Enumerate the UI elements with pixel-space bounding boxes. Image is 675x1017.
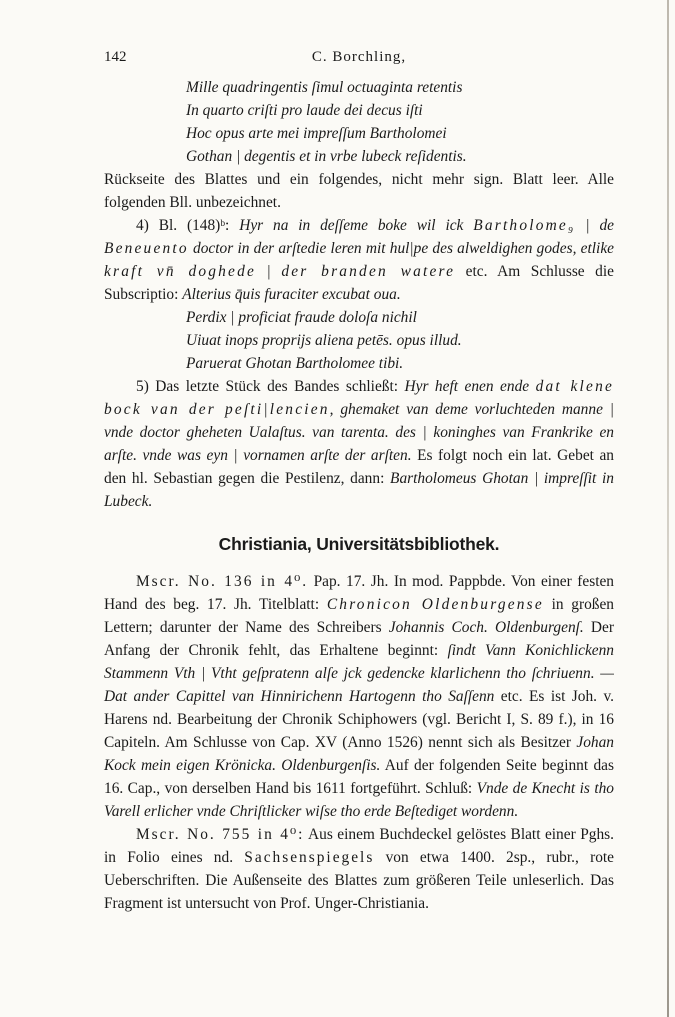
section-title: Christiania, Universitätsbibliothek. (218, 534, 500, 554)
italic-run: | (256, 263, 282, 280)
text-run: 4) Bl. (148)ᵇ: (136, 217, 240, 234)
italic-run: Vnde de Knecht is tho Varell erlicher vnde Chriſtlicker wiſse tho erde Beſtediget wordenn. (104, 780, 614, 820)
verse-line: Paruerat Ghotan Bartholomee tibi. (186, 355, 404, 372)
verse-line: Uiuat inops proprijs aliena petēs. opus illud. (186, 332, 462, 349)
verse-line: Gothan | degentis et in vrbe lubeck reſidentis. (186, 148, 467, 165)
italic-run: ſindt Vann Konichlickenn Stammenn Vth | Vtht geſpratenn alſe jck gedencke klarlichenn tho ſchriuenn. — Dat ander Capittel van Hinnirichenn Hartogenn tho Saſſenn (104, 642, 614, 705)
paragraph-4 (104, 570, 614, 823)
paragraph-1: Rückseite des Blattes und ein folgendes, nicht mehr sign. Blatt leer. Alle folgenden Bll. unbezeichnet. (104, 171, 614, 211)
paragraph-2 (104, 214, 614, 306)
verse-line: Mille quadringentis ſimul octuaginta retentis (186, 79, 463, 96)
spaced-run: Mscr. No. 136 in 4⁰. (136, 573, 309, 590)
italic-run: Alterius q̄uis furaciter excubat oua. (182, 286, 401, 303)
spaced-run: der branden watere (281, 263, 456, 280)
italic-run: Hyr heft enen ende (404, 378, 536, 395)
text-run: Auf der folgenden Seite beginnt das 16. Cap., von derselben Hand bis 1611 fortgeführt. Schluß: (104, 757, 614, 797)
verse-block-2 (186, 306, 614, 375)
verse-line: In quarto criſti pro laude dei decus iſti (186, 102, 423, 119)
spaced-run: Sachsenspiegels (244, 849, 375, 866)
spaced-run: kraft vn̄ doghede (104, 263, 257, 280)
italic-run: doctor in der arſtedie leren mit hul|pe des alweldighen godes, etlike (188, 240, 614, 257)
page-number: 142 (104, 49, 127, 65)
spaced-run: Mscr. No. 755 in 4⁰: (136, 826, 305, 843)
italic-run: Bartholomeus Ghotan | impreſſit in Lubeck. (104, 470, 614, 510)
text-run: etc. Es ist Joh. v. Harens nd. Bearbeitung der Chronik Schiphowers (vgl. Bericht I, S. 89 f.), in 16 Capiteln. Am Schlusse von Cap. XV (Anno 1526) nennt sich als Besitzer (104, 688, 614, 751)
spaced-run: Beneuento (104, 240, 189, 257)
text-run: 5) Das letzte Stück des Bandes schließt: (136, 378, 405, 395)
verse-line: Hoc opus arte mei impreſſum Bartholomei (186, 125, 447, 142)
italic-run: Johannis Coch. Oldenburgenſ. (388, 619, 584, 636)
spaced-run: Chronicon Oldenburgense (326, 596, 544, 613)
italic-run: Johan Kock mein eigen Krönicka. Oldenburgenſis. (104, 734, 614, 774)
spaced-run: dat klene bock van der peſti|lencien (104, 378, 614, 418)
paragraph-3 (104, 375, 614, 513)
italic-run: Hyr na in deſſeme boke wil ick (239, 217, 474, 234)
text-run: Aus einem Buchdeckel gelöstes Blatt einer Pghs. in Folio eines nd. (104, 826, 614, 866)
page-header (104, 46, 614, 76)
text-run: Es folgt noch ein lat. Gebet an den hl. Sebastian gegen die Pestilenz, dann: (104, 447, 614, 487)
text-run: Pap. 17. Jh. In mod. Pappbde. Von einer festen Hand des beg. 17. Jh. Titelblatt: (104, 573, 614, 613)
text-run: Der Anfang der Chronik fehlt, das Erhaltene beginnt: (104, 619, 614, 659)
paragraph-5 (104, 823, 614, 915)
text-run: von etwa 1400. 2sp., rubr., rote Ueberschriften. Die Außenseite des Blattes zum größeren Teile unleserlich. Das Fragment ist untersucht von Prof. Unger-Christiania. (104, 849, 615, 912)
verse-line: Perdix | proficiat fraude doloſa nichil (186, 309, 417, 326)
text-run: in großen Lettern; darunter der Name des Schreibers (104, 596, 615, 636)
page (104, 46, 614, 915)
text-run: etc. Am Schlusse die Subscriptio: (104, 263, 614, 303)
page-edge (667, 0, 669, 1017)
italic-run: , ghemaket van deme vorluchteden manne | vnde doctor gheheten Ualaſtus. van tarenta. des | koninghes van Frankrike en arſte. vnde was eyn | vornamen arſte der arſten. (104, 401, 614, 464)
verse-block-1 (186, 76, 614, 168)
running-title: C. Borchling, (311, 49, 407, 65)
spaced-run: Bartholome₉ (473, 217, 576, 234)
italic-run: | de (575, 217, 614, 234)
